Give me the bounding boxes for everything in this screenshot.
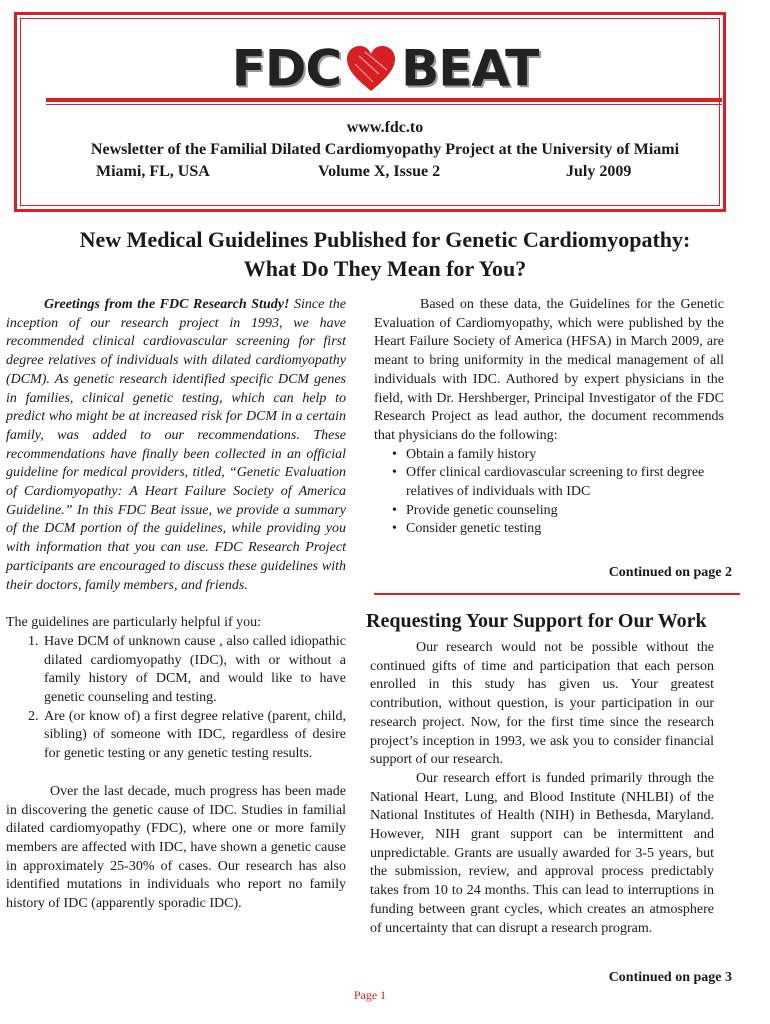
support-paragraph-1: Our research would not be possible without the continued gifts of time and participation that each person enrolled in this study has given us. Your greatest contribution, without question, is your participation in our research project. Now, for the first time since the research project’s inception in 1993, we ask you to consider financial support of our research. <box>370 640 714 768</box>
volume-issue: Volume X, Issue 2 <box>318 163 441 180</box>
support-column <box>370 639 714 938</box>
logo-right-text: BEAT <box>401 39 539 98</box>
list-item: • Provide genetic counseling <box>402 502 724 521</box>
masthead-rule-thin <box>46 104 722 105</box>
heart-icon <box>345 44 397 94</box>
list-item: • Offer clinical cardiovascular screening to first degree relatives of individuals with IDC <box>402 464 724 501</box>
continued-page-2[interactable]: Continued on page 2 <box>608 565 732 580</box>
helpful-lead: The guidelines are particularly helpful if you: <box>6 615 262 631</box>
intro-paragraph <box>6 296 346 595</box>
headline-line-1: New Medical Guidelines Published for Genetic Cardiomyopathy: <box>79 227 691 252</box>
right-column <box>374 296 724 539</box>
progress-paragraph: Over the last decade, much progress has been made in discovering the genetic cause of IDC. Studies in familial dilated cardiomyopathy (FDC), where one or more family members are affected with IDC, have shown a genetic cause in approximately 25-30% of cases. Our research has also identified mutations in individuals who report no family history of IDC (apparently sporadic IDC). <box>6 783 346 912</box>
section-divider <box>374 593 740 595</box>
helpful-list <box>6 633 346 764</box>
logo-left-text: FDC <box>231 39 342 98</box>
intro-text: Since the inception of our research project in 1993, we have recommended clinical cardiovascular screening for first degree relatives of individuals with dilated cardiomyopathy (DCM). As genetic research identified specific DCM genes in families, clinical genetic testing, which can help to predict who might be at increased risk for DCM in a certain family, was added to our recommendations. These recommendations have finally been collected in an official guideline for medical providers, titled, “Genetic Evaluation of Cardiomyopathy: A Heart Failure Society of America Guideline.” In this FDC Beat issue, we provide a summary of the DCM portion of the guidelines, while providing you with information that you can use. FDC Research Project participants are encouraged to discuss these guidelines with their doctors, family members, and friends. <box>6 297 347 593</box>
list-item: 1. Have DCM of unknown cause , also called idiopathic dilated cardiomyopathy (IDC), with or without a family history of DCM, and would like to have genetic counseling and testing. <box>42 633 346 708</box>
page-number: Page 1 <box>353 988 387 1002</box>
issue-date: July 2009 <box>566 163 632 180</box>
article-headline <box>0 225 770 283</box>
support-paragraph-2: Our research effort is funded primarily through the National Heart, Lung, and Blood Institute (NHLBI) of the National Institutes of Health (NIH) in Bethesda, Maryland. However, NIH grant support can be intermittent and unpredictable. Grants are usually awarded for 3-5 years, but the submission, review, and approval process predictably takes from 10 to 24 months. This can lead to interruptions in funding between grant cycles, which creates an atmosphere of uncertainty that can disrupt a research program. <box>370 770 714 936</box>
masthead-rule <box>46 98 722 102</box>
list-item: • Obtain a family history <box>402 446 724 465</box>
newsletter-logo <box>0 36 770 96</box>
list-item: 2. Are (or know of) a first degree relative (parent, child, sibling) of someone with IDC, regardless of desire for genetic testing or any genetic testing results. <box>42 708 346 764</box>
list-item: • Consider genetic testing <box>402 520 724 539</box>
guidelines-paragraph: Based on these data, the Guidelines for the Genetic Evaluation of Cardiomyopathy, which were published by the Heart Failure Society of America (HFSA) in March 2009, are meant to bring uniformity in the medical management of all individuals with IDC. Authored by expert physicians in the field, with Dr. Hershberger, Principal Investigator of the FDC Research Project as lead author, the document recommends that physicians do the following: <box>374 297 724 443</box>
headline-line-2: What Do They Mean for You? <box>243 256 527 281</box>
left-column <box>6 296 346 914</box>
location: Miami, FL, USA <box>96 163 210 180</box>
greeting: Greetings from the FDC Research Study! <box>44 297 290 312</box>
continued-page-3[interactable]: Continued on page 3 <box>608 970 732 985</box>
newsletter-subtitle: Newsletter of the Familial Dilated Cardiomyopathy Project at the University of Miami <box>90 141 680 158</box>
recommendations-list <box>374 446 724 540</box>
website-link[interactable]: www.fdc.to <box>346 119 424 136</box>
support-headline: Requesting Your Support for Our Work <box>366 610 707 632</box>
